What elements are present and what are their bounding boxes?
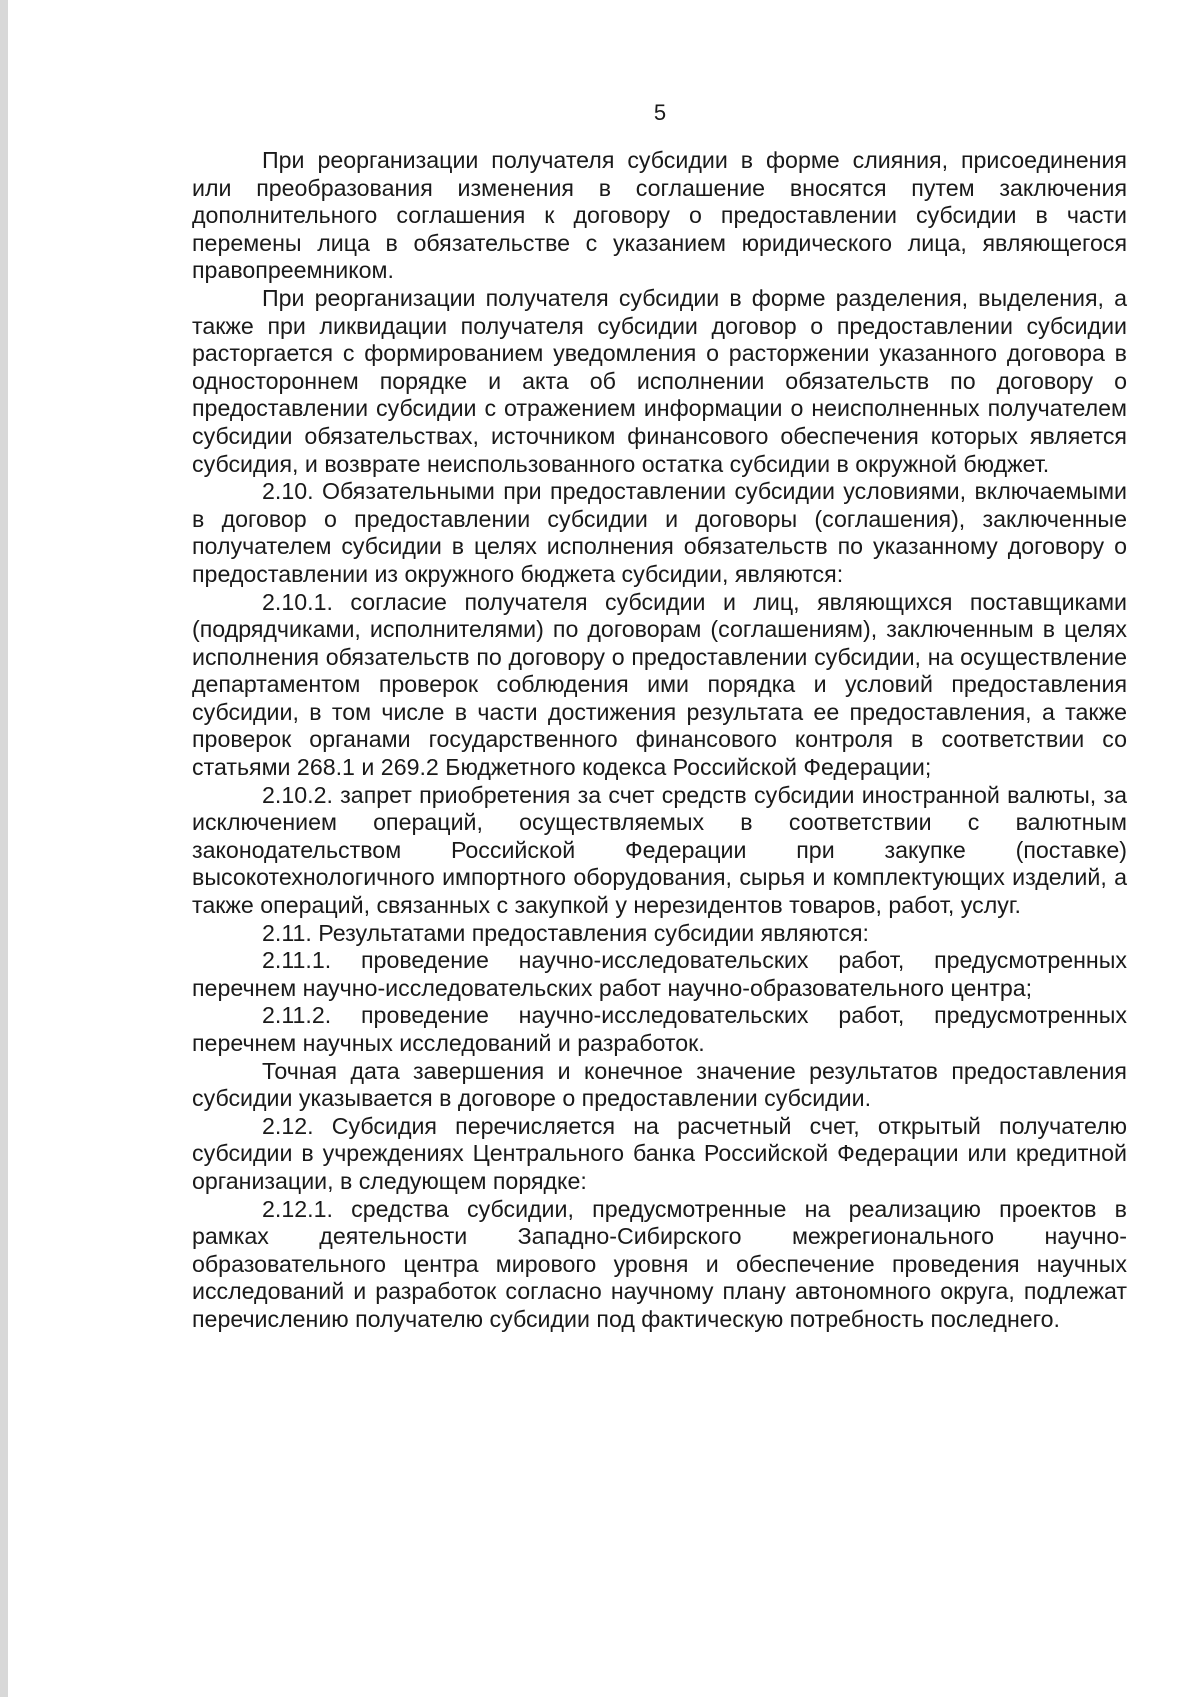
document-body [192, 147, 1127, 1334]
paragraph-2-10-1: 2.10.1. согласие получателя субсидии и лиц, являющихся поставщиками (подрядчиками, исполнителями) по договорам (соглашениям), заключенным в целях исполнения обязательств по договору о предоставлении субсидии, на осуществление департаментом проверок соблюдения ими порядка и условий предоставления субсидии, в том числе в части достижения результата ее предоставления, а также проверок органами государственного финансового контроля в соответствии со статьями 268.1 и 269.2 Бюджетного кодекса Российской Федерации; [192, 588, 1127, 781]
paragraph-exact-date: Точная дата завершения и конечное значение результатов предоставления субсидии указывается в договоре о предоставлении субсидии. [192, 1057, 1127, 1112]
paragraph-2-11-1: 2.11.1. проведение научно-исследовательских работ, предусмотренных перечнем научно-исследовательских работ научно-образовательного центра; [192, 947, 1127, 1001]
paragraph-2-12: 2.12. Субсидия перечисляется на расчетный счет, открытый получателю субсидии в учреждениях Центрального банка Российской Федерации или кредитной организации, в следующем порядке: [192, 1112, 1127, 1194]
paragraph-reorganization-division: При реорганизации получателя субсидии в форме разделения, выделения, а также при ликвидации получателя субсидии договор о предоставлении субсидии расторгается с формированием уведомления о расторжении указанного договора в одностороннем порядке и акта об исполнении обязательств по договору о предоставлении субсидии с отражением информации о неисполненных получателем субсидии обязательствах, источником финансового обеспечения которых является субсидия, и возврате неиспользованного остатка субсидии в окружной бюджет. [192, 284, 1127, 477]
paragraph-2-11: 2.11. Результатами предоставления субсидии являются: [262, 919, 869, 946]
paragraph-reorganization-merger: При реорганизации получателя субсидии в форме слияния, присоединения или преобразования изменения в соглашение вносятся путем заключения дополнительного соглашения к договору о предоставлении субсидии в части перемены лица в обязательстве с указанием юридического лица, являющегося правопреемником. [192, 147, 1127, 284]
paragraph-2-10: 2.10. Обязательными при предоставлении субсидии условиями, включаемыми в договор о предоставлении субсидии и договоры (соглашения), заключенные получателем субсидии в целях исполнения обязательств по указанному договору о предоставлении из окружного бюджета субсидии, являются: [192, 478, 1127, 587]
paragraph-2-10-2: 2.10.2. запрет приобретения за счет средств субсидии иностранной валюты, за исключением операций, осуществляемых в соответствии с валютным законодательством Российской Федерации при закупке (поставке) высокотехнологичного импортного оборудования, сырья и комплектующих изделий, а также операций, связанных с закупкой у нерезидентов товаров, работ, услуг. [192, 781, 1127, 919]
page-number: 5 [653, 100, 667, 125]
page-edge-shadow [0, 0, 8, 1697]
paragraph-2-12-1: 2.12.1. средства субсидии, предусмотренные на реализацию проектов в рамках деятельности Западно-Сибирского межрегионального научно-образовательного центра мирового уровня и обеспечение проведения научных исследований и разработок согласно научному плану автономного округа, подлежат перечислению получателю субсидии под фактическую потребность последнего. [192, 1195, 1127, 1332]
paragraph-2-11-2: 2.11.2. проведение научно-исследовательских работ, предусмотренных перечнем научных исследований и разработок. [192, 1002, 1127, 1056]
